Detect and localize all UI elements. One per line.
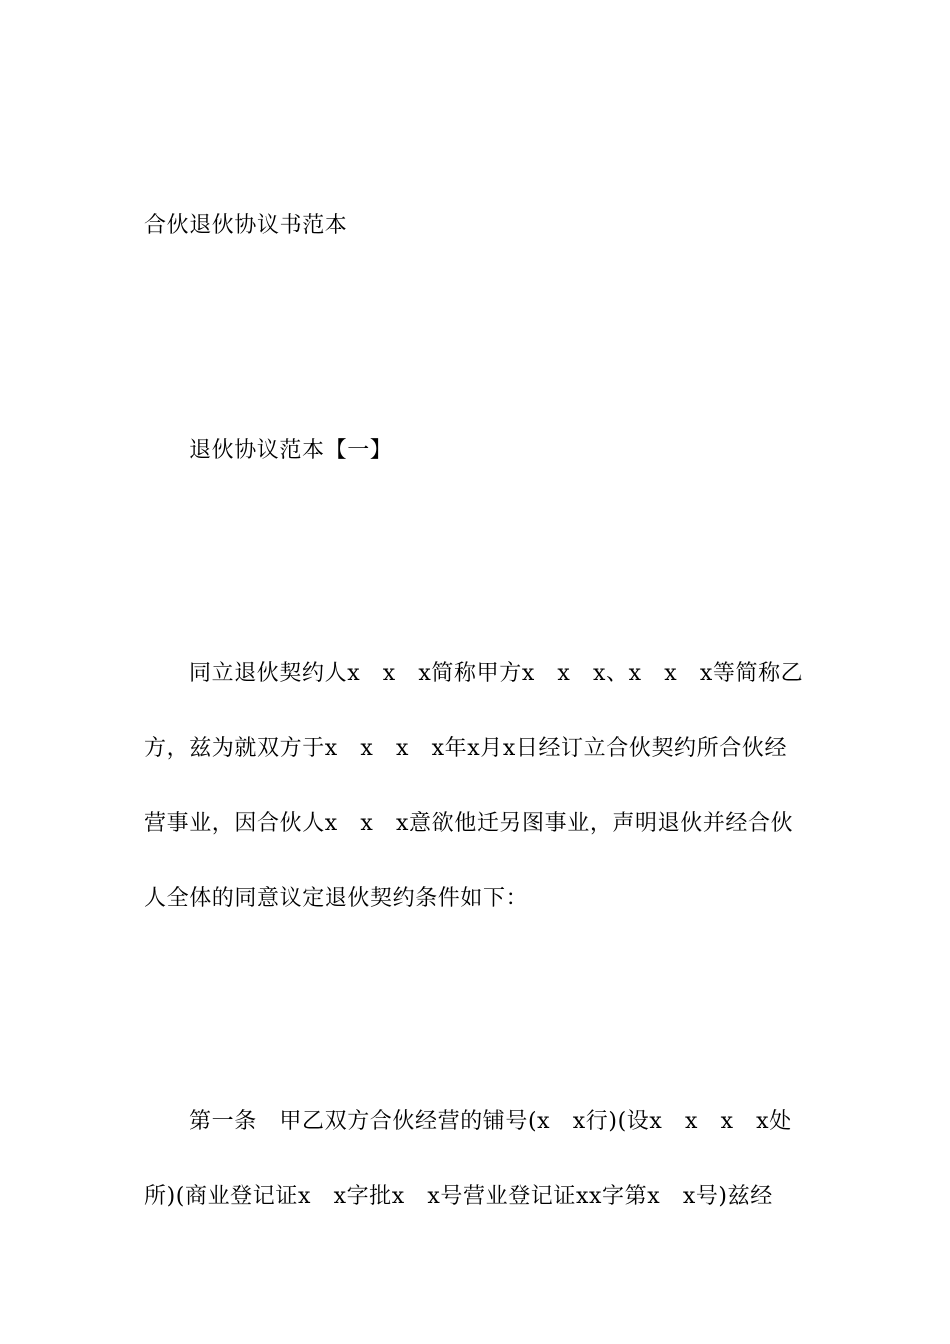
paragraph-line: 人全体的同意议定退伙契约条件如下：	[144, 886, 529, 911]
paragraph-line: 同立退伙契约人x x x简称甲方x x x、x x x等简称乙	[189, 661, 804, 686]
section-heading: 退伙协议范本【一】	[189, 438, 393, 463]
paragraph-line: 第一条 甲乙双方合伙经营的铺号(x x行)(设x x x x处	[189, 1109, 792, 1134]
paragraph-line: 营事业，因合伙人x x x意欲他迁另图事业，声明退伙并经合伙	[144, 811, 794, 836]
document-title: 合伙退伙协议书范本	[144, 213, 348, 238]
paragraph-line: 方，兹为就双方于x x x x年x月x日经订立合伙契约所合伙经	[144, 736, 788, 761]
paragraph-line: 所)(商业登记证x x字批x x号营业登记证xx字第x x号)兹经	[144, 1184, 773, 1209]
